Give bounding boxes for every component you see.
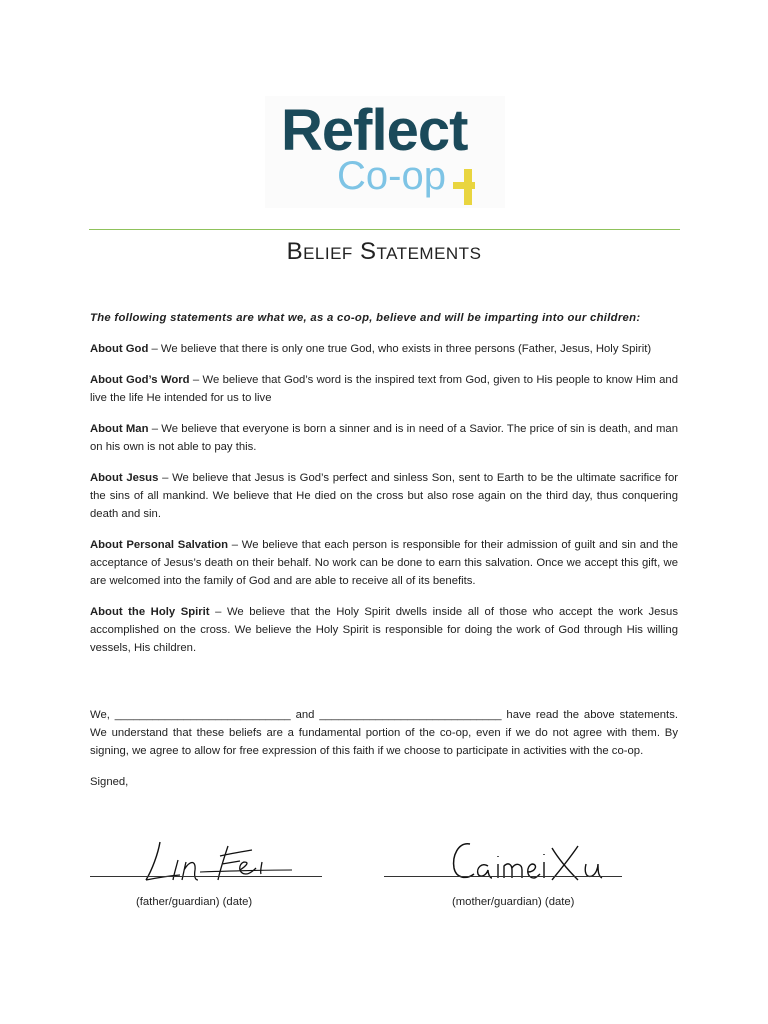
- belief-text: – We believe that Jesus is God’s perfect and sinless Son, sent to Earth to be the ultimate sacrifice for the sins of all mankind. We believe that He died on the cross but also rose again on the third day, thus conquering death and sin.: [90, 472, 678, 520]
- belief-text: – We believe that the Holy Spirit dwells inside all of those who accept the work Jesus accomplished on the cross. We believe the Holy Spirit is responsible for doing the work of God through His willing vessels, His children.: [90, 606, 678, 654]
- mother-signature-caption: (mother/guardian) (date): [452, 896, 575, 908]
- agreement-statement: We, ____________________________ and _____________________________ have read the above statements. We understand that these beliefs are a fundamental portion of the co-op, even if we do not agree with them. By signing, we agree to allow for free expression of this faith if we choose to participate in activities with the co-op.: [90, 709, 678, 757]
- section-spacer: [90, 670, 678, 706]
- document-body: [90, 309, 678, 804]
- header-divider: [89, 229, 680, 230]
- father-signature-caption: (father/guardian) (date): [136, 896, 253, 908]
- belief-text: – We believe that everyone is born a sinner and is in need of a Savior. The price of sin is death, and man on his own is not able to pay this.: [90, 423, 678, 453]
- belief-heading: About Jesus: [90, 472, 159, 484]
- logo-wordmark-reflect: Reflect: [281, 98, 468, 163]
- belief-text: – We believe that there is only one true God, who exists in three persons (Father, Jesus, Holy Spirit): [148, 343, 652, 355]
- belief-heading: About Man: [90, 423, 149, 435]
- belief-about-gods-word: [90, 371, 678, 407]
- signed-label: Signed,: [90, 776, 129, 788]
- intro-statement: The following statements are what we, as a co-op, believe and will be imparting into our children:: [90, 312, 641, 324]
- belief-about-jesus: [90, 469, 678, 523]
- belief-text: – We believe that each person is responsible for their admission of guilt and sin and the acceptance of Jesus’s death on their behalf. No work can be done to earn this salvation. Once we accept this gift, we are welcomed into the family of God and are able to receive all of its benefits.: [90, 539, 679, 587]
- belief-heading: About God’s Word: [90, 374, 190, 386]
- belief-about-god: [90, 340, 678, 358]
- belief-heading: About Personal Salvation: [90, 539, 229, 551]
- belief-text: – We believe that God’s word is the inspired text from God, given to His people to know Him and live the life He intended for us to live: [90, 374, 678, 404]
- belief-heading: About the Holy Spirit: [90, 606, 210, 618]
- cross-icon-bar: [453, 182, 475, 189]
- belief-about-holy-spirit: [90, 603, 678, 657]
- page-title: Belief Statements: [286, 238, 482, 265]
- belief-about-personal-salvation: [90, 536, 678, 590]
- belief-about-man: [90, 420, 678, 456]
- father-signature-line: [90, 876, 322, 877]
- reflect-coop-logo: [265, 96, 505, 208]
- logo-wordmark-coop: Co-op: [337, 154, 446, 198]
- mother-signature-line: [384, 876, 622, 877]
- belief-heading: About God: [90, 343, 149, 355]
